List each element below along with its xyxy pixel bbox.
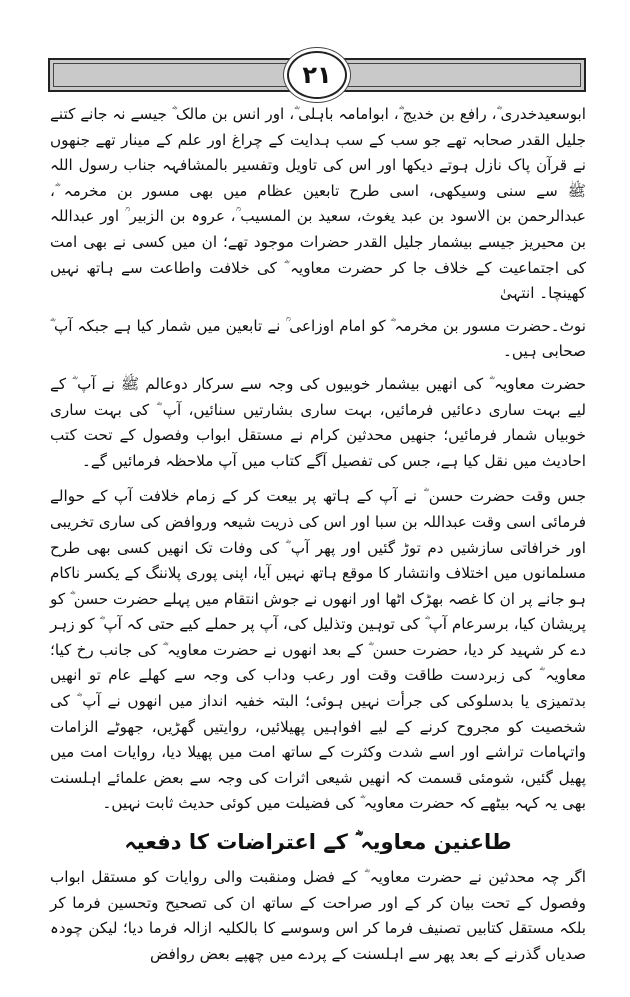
page-body <box>50 102 586 974</box>
page-header <box>48 56 586 90</box>
paragraph-closing: اگر چہ محدثین نے حضرت معاویہ ؓ کے فضل ومنقبت والی روایات کو مستقل ابواب وفصول کے تحت بیان کر کے اور صراحت کے ساتھ ان کی تصحیح وتحسین فرما کر بلکہ مستقل کتابیں تصنیف فرما کر اس وسوسے کا بالکلیہ ازالہ فرما دیا؛ لیکن چودہ صدیاں گذرنے کے بعد پھر سے اہلسنت کے پردے میں چھپے بعض روافض <box>50 868 586 963</box>
page-number: ۲۱ <box>287 51 347 99</box>
paragraph-sahaba: ابوسعیدخدری ؓ، رافع بن خدیج ؓ، ابوامامہ باہلی ؓ، اور انس بن مالک ؓ جیسے نہ جانے کتنے جلیل القدر صحابہ تھے جو سب کے سب ہدایت کے چراغ اور علم کے مینار تھے جنھوں نے قرآن پاک نازل ہوتے دیکھا اور اس کی تاویل وتفسیر بالمشافہہ جناب رسول اللہ ﷺ سے سنی وسیکھی، اسی طرح تابعین عظام میں بھی مسور بن مخرمہ ؓ، عبدالرحمن بن الاسود بن عبد یغوث، سعید بن المسیب ؒ، عروہ بن الزبیر ؒ اور عبداللہ بن محیریز جیسے بیشمار جلیل القدر حضرات موجود تھے؛ ان میں کسی نے بھی امت کی اجتماعیت کے خلاف جا کر حضرت معاویہ ؓ کی خلافت واطاعت سے ہاتھ نہیں کھینچا۔ انتہیٰ <box>50 105 586 303</box>
paragraph-note: نوٹ۔حضرت مسور بن مخرمہ ؓ کو امام اوزاعی ؒ نے تابعین میں شمار کیا ہے جبکہ آپ ؓ صحابی ہیں۔ <box>50 316 586 361</box>
paragraph-history: جس وقت حضرت حسن ؓ نے آپ کے ہاتھ پر بیعت کر کے زمام خلافت آپ کے حوالے فرمائی اسی وقت عبداللہ بن سبا اور اس کی ذریت شیعہ وروافض کی ساری تخریبی اور خرافاتی سازشیں دم توڑ گئیں اور پھر آپ ؓ کی وفات تک انھیں کسی بھی طرح مسلمانوں میں اختلاف وانتشار کا موقع ہاتھ نہیں آیا، اپنی پوری پلاننگ کے یکسر ناکام ہو جانے پر ان کا غصہ بھڑک اٹھا اور انھوں نے جوش انتقام میں پہلے حضرت حسن ؓ کو پریشان کیا، برسرعام آپ ؓ کی توہین وتذلیل کی، آپ پر حملے کیے حتی کہ آپ ؓ کو زہر دے کر شہید کر دیا، حضرت حسن ؓ کے بعد انھوں نے حضرت معاویہ ؓ کی جانب رخ کیا؛ معاویہ ؓ کی زبردست طاقت وقت اور رعب وداب کی وجہ سے کھلے عام تو انھیں بدتمیزی یا بدسلوکی کی جرأت نہیں ہوئی؛ البتہ خفیہ انداز میں انھوں نے آپ ؓ کی شخصیت کو مجروح کرنے کے لیے افواہیں پھیلائیں، روایتیں گھڑیں، جھوٹے الزامات واتہامات تراشے اور اسے شدت وکثرت کے ساتھ امت میں پھیلا دیا، روایات امت میں پھیل گئیں، شومئی قسمت کہ انھیں شیعی اثرات کی وجہ سے بعض علمائے اہلسنت بھی یہ کہہ بیٹھے کہ حضرت معاویہ ؓ کی فضیلت میں کوئی حدیث ثابت نہیں۔ <box>50 487 586 813</box>
paragraph-virtues: حضرت معاویہ ؓ کی انھیں بیشمار خوبیوں کی وجہ سے سرکار دوعالم ﷺ نے آپ ؓ کے لیے بہت ساری دعائیں فرمائیں، بہت ساری بشارتیں سنائیں، آپ ؓ کی بہت ساری خوبیاں شمار فرمائیں؛ جنھیں محدثین کرام نے مستقل ابواب وفصول کے تحت کتب احادیث میں نقل کیا ہے، جس کی تفصیل آگے کتاب میں آپ ملاحظہ فرمائیں گے۔ <box>50 374 586 470</box>
section-heading: طاعنین معاویہ ؓ کے اعتراضات کا دفعیہ <box>124 830 512 855</box>
